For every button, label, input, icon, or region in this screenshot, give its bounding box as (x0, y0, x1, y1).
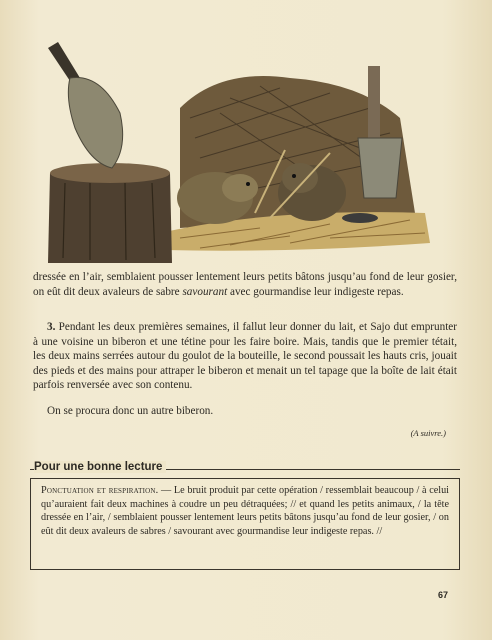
paragraph-number: 3. (47, 321, 56, 333)
section-title: Pour une bonne lecture (34, 461, 166, 473)
paragraph-1-text-b: avec gourmandise leur indigeste repas. (227, 285, 404, 298)
paragraph-final-text: On se procura donc un autre biberon. (47, 405, 214, 417)
paragraph-final (33, 404, 457, 419)
paragraph-1-text-a: dressée en l’air, semblaient pousser lentement leurs petits bâtons jusqu’au fond de leur gosier, on eût dit deux avaleurs de sabre (33, 271, 457, 298)
exercise-label: Ponctuation et respiration. (41, 485, 159, 496)
paragraph-3 (33, 320, 457, 393)
reading-exercise-box (30, 478, 460, 570)
reading-exercise-text (41, 484, 449, 538)
beavers-illustration (30, 38, 450, 263)
to-be-continued: (A suivre.) (410, 428, 446, 438)
paragraph-1-italic: savourant (182, 285, 228, 298)
page-number: 67 (437, 590, 448, 600)
paragraph-continuation (33, 270, 457, 299)
exercise-body: — Le bruit produit par cette opération / ressemblait beaucoup / à celui qu’auraient fait deux machines à coudre un peu détraquées; // et quand les petits animaux, / la tête dressée en l’air, / semblaient pousser lentement leurs petits bâtons jusqu’au fond de leur gosier, / on eût dit deux avaleurs de sabres / savourant avec gourmandise leur indigeste repas. // (41, 485, 450, 537)
paragraph-3-text: Pendant les deux premières semaines, il fallut leur donner du lait, et Sajo dut emprunter à une voisine un biberon et une tétine pour les faire boire. Mais, tandis que le premier tétait, les deux mains serrées autour du goulot de la bouteille, le second poussait les hauts cris, jouait des pieds et des mains pour attraper le biberon et menait un tel tapage que la boîte de lait était parfois renversée avec son contenu. (33, 321, 457, 392)
section-header (30, 461, 460, 477)
